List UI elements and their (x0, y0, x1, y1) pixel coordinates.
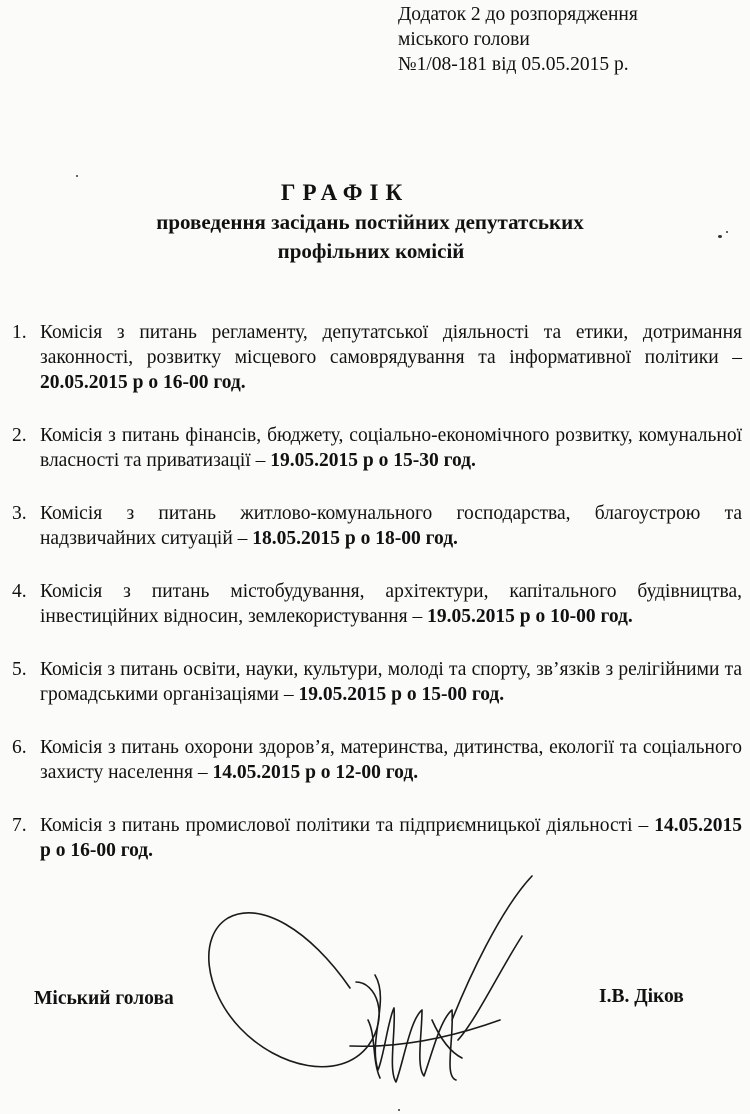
item-date: 18.05.2015 р о 18-00 год. (252, 528, 458, 549)
item-number: 7. (12, 815, 27, 836)
item-number: 2. (12, 425, 27, 446)
title-heading: ГРАФІК (280, 180, 410, 205)
title-line-2: профільних комісій (277, 239, 465, 263)
item-date: 20.05.2015 р о 16-00 год. (40, 372, 246, 393)
item-text: Комісія з питань містобудування, архітектури, капітального будівництва, інвестиційних відносин, землекористування – (40, 581, 742, 627)
item-text: Комісія з питань промислової політики та підприємницької діяльності – (40, 815, 655, 836)
item-text: Комісія з питань освіти, науки, культури, молоді та спорту, зв’язків з релігійними та громадськими організаціями – (40, 659, 742, 705)
item-date: 14.05.2015 р о 16-00 год. (40, 815, 742, 861)
list-item (0, 579, 750, 629)
scan-speck (76, 175, 78, 177)
item-text: Комісія з питань регламенту, депутатської діяльності та етики, дотримання законності, розвитку місцевого самоврядування та інформативної політики – (40, 322, 742, 368)
item-text: Комісія з питань охорони здоров’я, материнства, дитинства, екології та соціального захисту населення – (40, 737, 742, 783)
title-line-1: проведення засідань постійних депутатських (156, 210, 584, 234)
list-item (0, 501, 750, 551)
annex-header (398, 2, 638, 77)
scan-speck (718, 235, 722, 238)
item-text: Комісія з питань фінансів, бюджету, соціально-економічного розвитку, комунальної власності та приватизації – (40, 425, 742, 471)
item-date: 19.05.2015 р о 10-00 год. (427, 606, 633, 627)
handwritten-signature (200, 870, 540, 1100)
item-number: 5. (12, 659, 27, 680)
item-number: 3. (12, 503, 27, 524)
item-number: 6. (12, 737, 27, 758)
list-item (0, 320, 750, 395)
scan-speck (398, 1109, 400, 1111)
list-item (0, 735, 750, 785)
commission-list (0, 320, 750, 891)
list-item (0, 813, 750, 863)
list-item (0, 657, 750, 707)
item-text: Комісія з питань житлово-комунального господарства, благоустрою та надзвичайних ситуацій – (40, 503, 742, 549)
signatory-title: Міський голова (34, 988, 174, 1009)
document-title (0, 178, 750, 266)
annex-line-2: міського голови (398, 29, 530, 50)
annex-line-3: №1/08-181 від 05.05.2015 р. (398, 54, 629, 75)
scan-speck (726, 231, 728, 233)
item-number: 4. (12, 581, 27, 602)
item-date: 19.05.2015 р о 15-00 год. (298, 684, 505, 705)
signatory-name: І.В. Діков (599, 986, 684, 1007)
item-number: 1. (12, 322, 27, 343)
item-date: 14.05.2015 р о 12-00 год. (212, 762, 419, 783)
annex-line-1: Додаток 2 до розпорядження (398, 4, 638, 25)
item-date: 19.05.2015 р о 15-30 год. (270, 450, 476, 471)
list-item (0, 423, 750, 473)
